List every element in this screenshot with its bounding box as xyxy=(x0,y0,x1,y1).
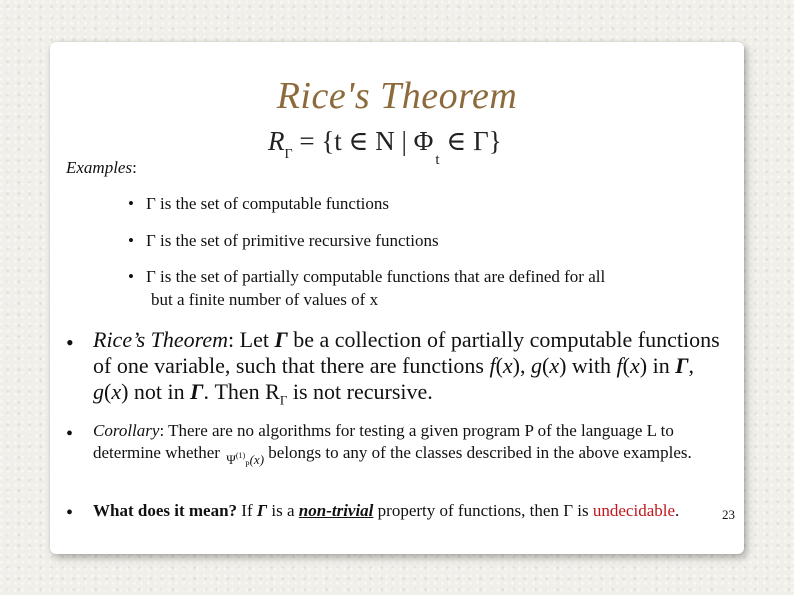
example-item xyxy=(128,194,389,214)
corollary-statement xyxy=(93,420,693,467)
rice-theorem-statement xyxy=(93,327,733,413)
bullet: • xyxy=(128,194,134,213)
text-run: ( xyxy=(622,353,630,378)
meaning-question: What does it mean? xyxy=(93,501,238,520)
math-x: x xyxy=(502,353,513,378)
math-g: g xyxy=(531,353,542,378)
text-run: ) with xyxy=(559,353,617,378)
text-run: : Let xyxy=(228,327,275,352)
examples-colon: : xyxy=(132,158,137,177)
formula-r: R xyxy=(268,126,285,156)
formula-body: = {t ∈ N | Φ xyxy=(292,126,434,156)
formula-tail: ∈ Γ} xyxy=(439,126,502,156)
gamma-symbol: Γ xyxy=(274,327,288,352)
example-item xyxy=(128,231,439,251)
page-number: 23 xyxy=(722,507,735,522)
psi-subscript: P xyxy=(245,460,250,469)
text-run: : There are no algorithms for testing a given program P of the language L to determine whether xyxy=(93,421,674,462)
psi-symbol: Ψ xyxy=(226,452,236,467)
text-run: ( xyxy=(495,353,503,378)
math-x: x xyxy=(630,353,640,378)
text-run: property of functions, then Γ is xyxy=(373,501,593,520)
math-x: x xyxy=(111,379,122,404)
text-run: ( xyxy=(104,379,112,404)
gamma-symbol: Γ xyxy=(675,353,689,378)
psi-superscript: (1) xyxy=(235,451,246,460)
psi-argument: (x) xyxy=(249,452,265,467)
gamma-symbol: Γ xyxy=(256,501,268,520)
text-run: ) not in xyxy=(121,379,191,404)
rice-theorem-label: Rice’s Theorem xyxy=(93,327,229,352)
gamma-symbol: Γ xyxy=(190,379,204,404)
meaning-statement xyxy=(93,500,713,522)
example-text: Γ is the set of partially computable functions that are defined for all xyxy=(145,267,606,286)
text-run: is not recursive. xyxy=(287,379,433,404)
undecidable-highlight: undecidable xyxy=(592,501,676,520)
text-run: ), xyxy=(512,353,531,378)
slide-title: Rice's Theorem xyxy=(276,75,518,117)
text-run: ( xyxy=(542,353,550,378)
corollary-label: Corollary xyxy=(93,421,160,440)
example-text: Γ is the set of computable functions xyxy=(145,194,390,213)
text-run: belongs to any of the classes described in the above examples. xyxy=(264,443,692,462)
bullet: • xyxy=(66,423,74,445)
text-run: . Then R xyxy=(203,379,280,404)
text-run: , xyxy=(688,353,695,378)
text-run: . xyxy=(675,501,680,520)
bullet: • xyxy=(128,231,134,250)
math-f: f xyxy=(616,353,623,378)
text-run: If xyxy=(237,501,257,520)
bullet: • xyxy=(128,267,134,286)
formula-r-subscript: Γ xyxy=(284,147,293,162)
rice-set-formula xyxy=(268,126,502,168)
example-text: Γ is the set of primitive recursive functions xyxy=(145,231,439,250)
bullet: • xyxy=(66,330,74,355)
example-item xyxy=(128,267,605,287)
example-text-continued: but a finite number of values of x xyxy=(151,290,379,309)
math-g: g xyxy=(93,379,104,404)
text-run: is a xyxy=(267,501,299,520)
text-run: be a collection of partially computable functions of one variable, such that there are functions xyxy=(93,327,720,378)
math-x: x xyxy=(549,353,560,378)
examples-label: Examples xyxy=(66,158,133,177)
math-f: f xyxy=(489,353,496,378)
bullet: • xyxy=(66,502,74,524)
formula-phi-subscript: t xyxy=(435,152,440,168)
gamma-subscript: Γ xyxy=(279,392,288,408)
psi-notation xyxy=(226,449,264,473)
text-run: ) in xyxy=(639,353,676,378)
examples-heading xyxy=(66,158,137,178)
non-trivial-emphasis: non-trivial xyxy=(298,501,374,520)
